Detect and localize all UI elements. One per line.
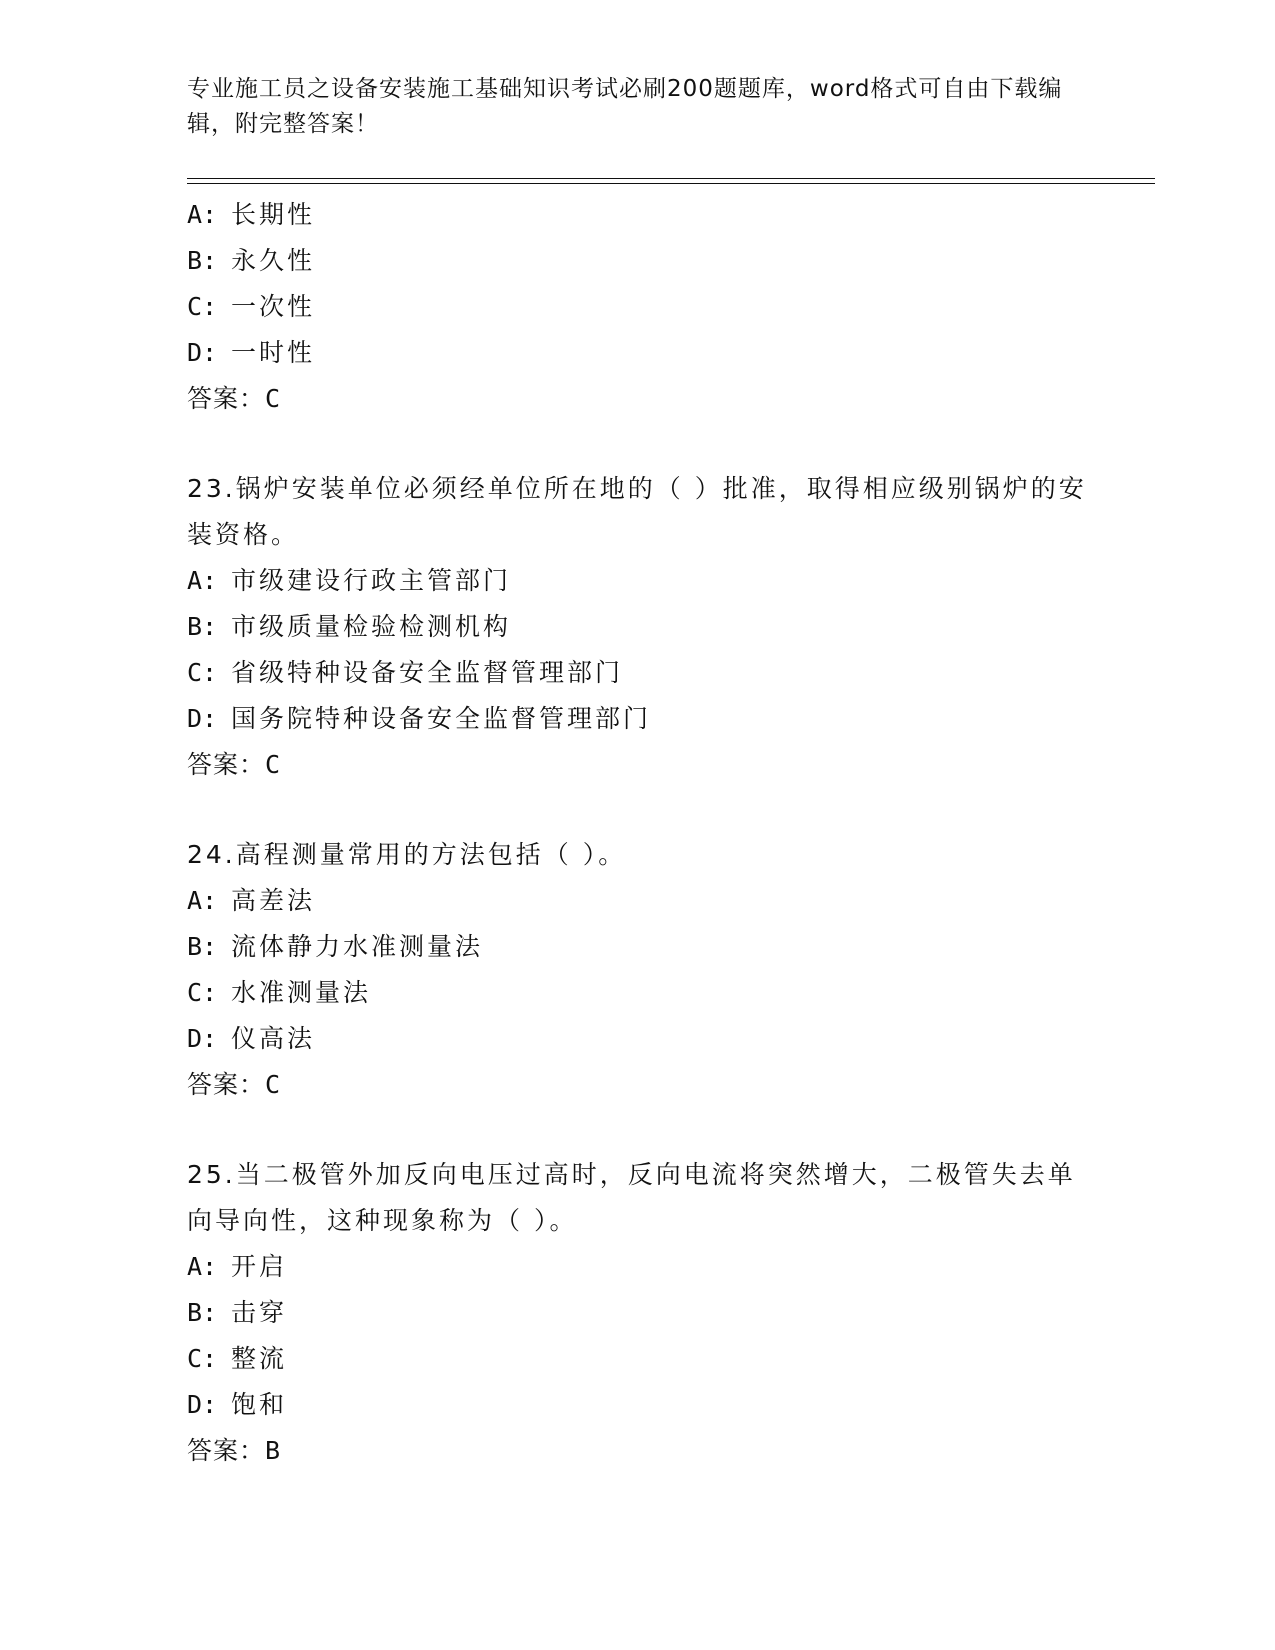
option-key: C: xyxy=(187,978,218,1007)
header-divider-top xyxy=(187,178,1155,179)
question-block xyxy=(187,1152,1087,1474)
option-b xyxy=(187,1290,1087,1336)
option-d xyxy=(187,330,1087,376)
option-text: 省级特种设备安全监督管理部门 xyxy=(231,658,624,687)
answer-value: B xyxy=(265,1436,282,1465)
answer-value: C xyxy=(265,750,282,779)
option-d xyxy=(187,1016,1087,1062)
answer-line xyxy=(187,1428,1087,1474)
option-text: 市级质量检验检测机构 xyxy=(231,612,512,641)
option-key: A: xyxy=(187,886,218,915)
option-text: 永久性 xyxy=(231,246,316,275)
option-c xyxy=(187,1336,1087,1382)
option-text: 高差法 xyxy=(231,886,316,915)
option-key: A: xyxy=(187,566,218,595)
option-c xyxy=(187,284,1087,330)
option-key: C: xyxy=(187,658,218,687)
question-list xyxy=(187,192,1087,1474)
option-key: D: xyxy=(187,338,218,367)
option-text: 流体静力水准测量法 xyxy=(231,932,484,961)
question-text: 25.当二极管外加反向电压过高时，反向电流将突然增大，二极管失去单向导向性，这种现象称为（ ）。 xyxy=(187,1160,1076,1235)
option-key: D: xyxy=(187,1390,218,1419)
question-block xyxy=(187,832,1087,1108)
answer-label: 答案： xyxy=(187,384,266,413)
option-a xyxy=(187,878,1087,924)
option-b xyxy=(187,238,1087,284)
answer-label: 答案： xyxy=(187,750,266,779)
option-key: C: xyxy=(187,292,218,321)
question-block xyxy=(187,466,1087,788)
option-text: 开启 xyxy=(231,1252,288,1281)
option-text: 国务院特种设备安全监督管理部门 xyxy=(231,704,652,733)
option-key: C: xyxy=(187,1344,218,1373)
option-key: B: xyxy=(187,1298,218,1327)
answer-line xyxy=(187,1062,1087,1108)
option-text: 长期性 xyxy=(231,200,316,229)
option-key: D: xyxy=(187,704,218,733)
option-d xyxy=(187,1382,1087,1428)
option-d xyxy=(187,696,1087,742)
header-divider-bottom xyxy=(187,183,1155,184)
option-text: 仪高法 xyxy=(231,1024,316,1053)
option-key: B: xyxy=(187,612,218,641)
question-block xyxy=(187,192,1087,422)
option-c xyxy=(187,650,1087,696)
option-a xyxy=(187,558,1087,604)
option-text: 一次性 xyxy=(231,292,316,321)
answer-label: 答案： xyxy=(187,1070,266,1099)
question-text: 24.高程测量常用的方法包括（ ）。 xyxy=(187,840,627,869)
question-text: 23.锅炉安装单位必须经单位所在地的（ ）批准，取得相应级别锅炉的安装资格。 xyxy=(187,474,1087,549)
option-text: 市级建设行政主管部门 xyxy=(231,566,512,595)
option-key: A: xyxy=(187,200,218,229)
option-key: B: xyxy=(187,246,218,275)
option-b xyxy=(187,924,1087,970)
option-text: 击穿 xyxy=(231,1298,288,1327)
option-text: 整流 xyxy=(231,1344,288,1373)
option-a xyxy=(187,192,1087,238)
answer-line xyxy=(187,376,1087,422)
option-text: 一时性 xyxy=(231,338,316,367)
answer-value: C xyxy=(265,1070,282,1099)
option-a xyxy=(187,1244,1087,1290)
option-key: D: xyxy=(187,1024,218,1053)
answer-line xyxy=(187,742,1087,788)
option-b xyxy=(187,604,1087,650)
document-header: 专业施工员之设备安装施工基础知识考试必刷200题题库，word格式可自由下载编辑，附完整答案！ xyxy=(187,76,1063,137)
option-c xyxy=(187,970,1087,1016)
option-key: B: xyxy=(187,932,218,961)
answer-value: C xyxy=(265,384,282,413)
option-key: A: xyxy=(187,1252,218,1281)
option-text: 水准测量法 xyxy=(231,978,372,1007)
answer-label: 答案： xyxy=(187,1436,266,1465)
option-text: 饱和 xyxy=(231,1390,288,1419)
